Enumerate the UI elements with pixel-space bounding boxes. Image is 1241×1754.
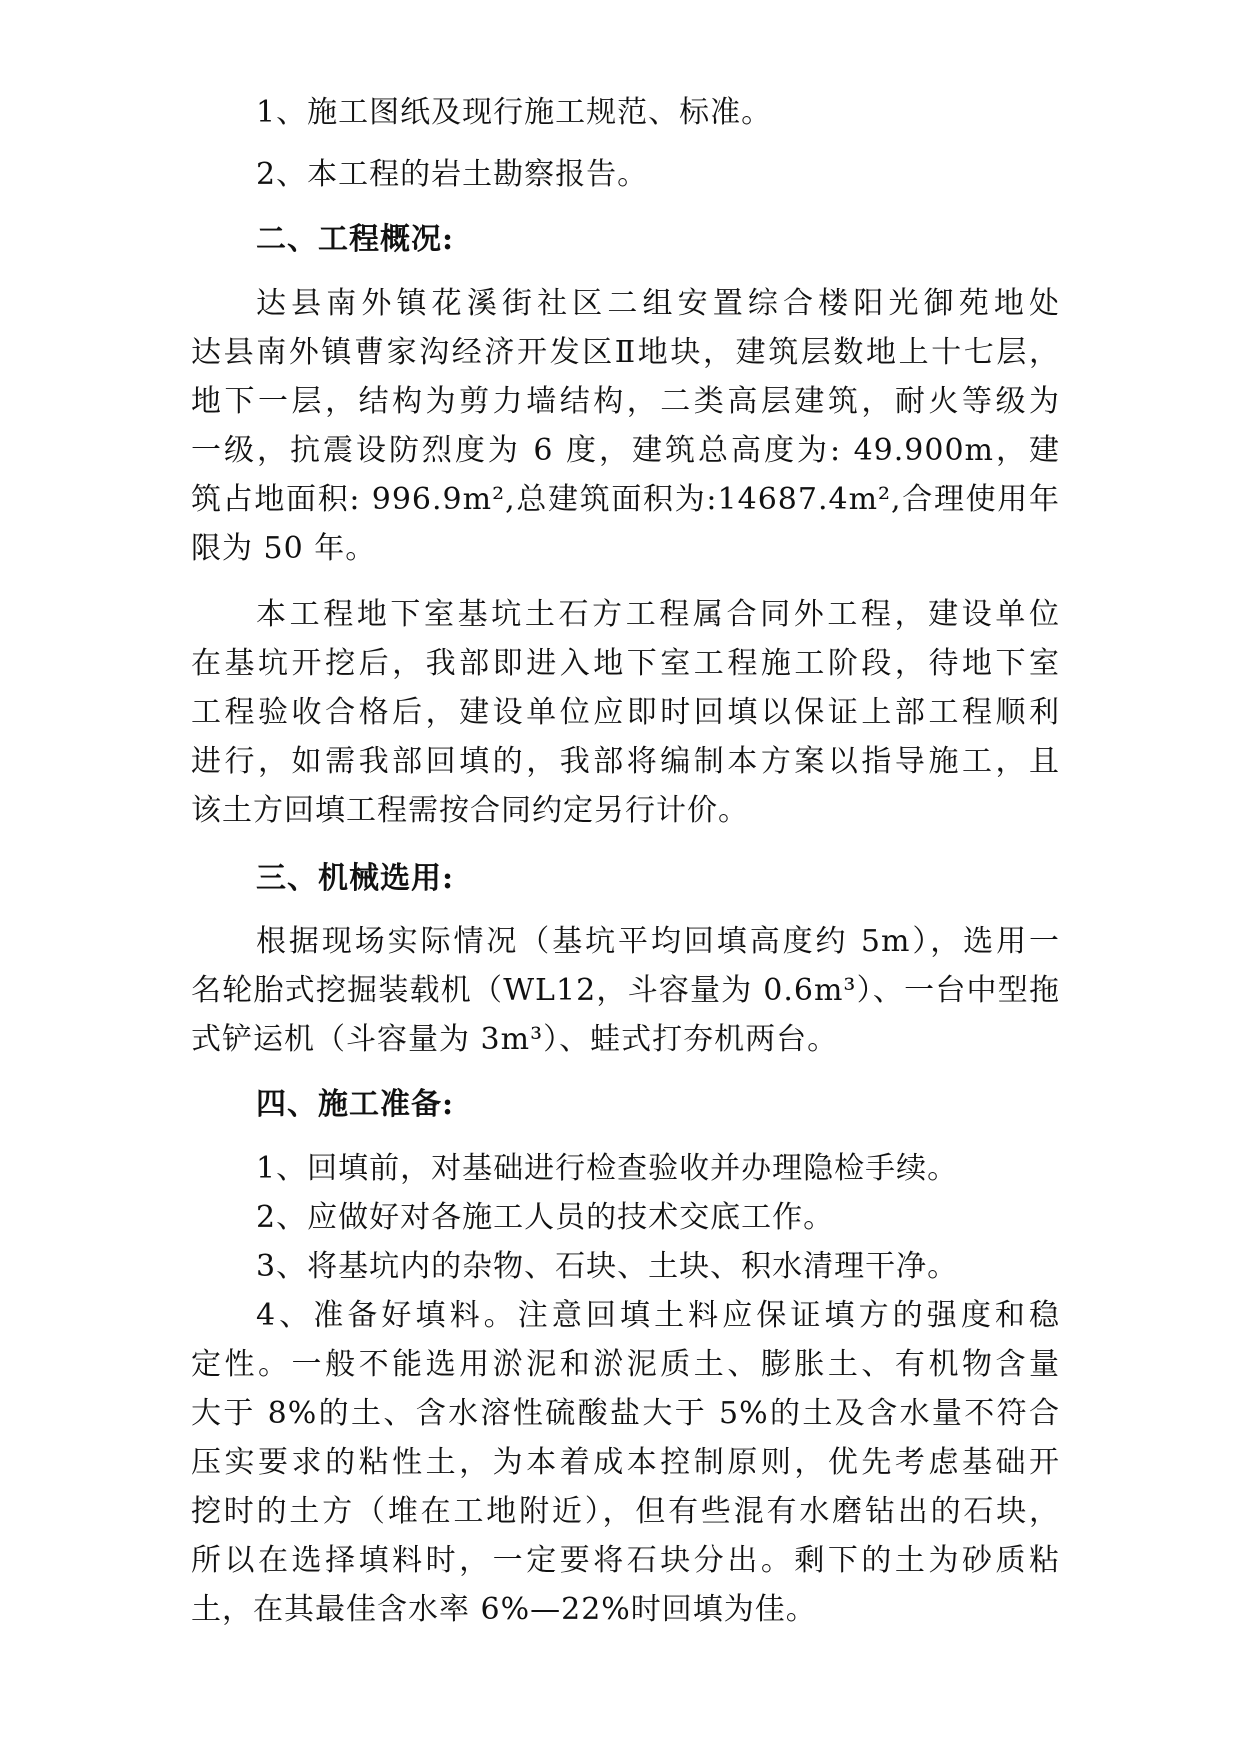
paragraph-line: 筑占地面积: 996.9m²,总建筑面积为:14687.4m²,合理使用年 <box>191 482 1060 517</box>
paragraph-line: 达县南外镇曹家沟经济开发区Ⅱ地块，建筑层数地上十七层， <box>191 335 1060 370</box>
document-body <box>191 88 1060 1634</box>
basis-item: 1、施工图纸及现行施工规范、标准。 <box>256 95 773 130</box>
paragraph-line: 名轮胎式挖掘装载机（WL12，斗容量为 0.6m³）、一台中型拖 <box>191 973 1060 1008</box>
section-heading: 二、工程概况: <box>256 222 455 257</box>
paragraph <box>191 279 1060 573</box>
paragraph-line: 式铲运机（斗容量为 3m³）、蛙式打夯机两台。 <box>191 1022 839 1057</box>
paragraph-line: 所以在选择填料时，一定要将石块分出。剩下的土为砂质粘 <box>191 1543 1060 1578</box>
paragraph-line: 定性。一般不能选用淤泥和淤泥质土、膨胀土、有机物含量 <box>191 1347 1060 1382</box>
paragraph-line: 达县南外镇花溪街社区二组安置综合楼阳光御苑地处 <box>256 286 1060 321</box>
paragraph-line: 一级，抗震设防烈度为 6 度，建筑总高度为: 49.900m，建 <box>191 433 1060 468</box>
paragraph-line: 工程验收合格后，建设单位应即时回填以保证上部工程顺利 <box>191 695 1060 730</box>
basis-item: 2、本工程的岩土勘察报告。 <box>256 157 649 192</box>
paragraph-line: 大于 8%的土、含水溶性硫酸盐大于 5%的土及含水量不符合 <box>191 1396 1060 1431</box>
paragraph-line: 限为 50 年。 <box>191 531 377 566</box>
list-item: 3、将基坑内的杂物、石块、土块、积水清理干净。 <box>256 1249 959 1284</box>
paragraph <box>191 917 1060 1064</box>
section-heading: 三、机械选用: <box>256 861 455 896</box>
list-item: 2、应做好对各施工人员的技术交底工作。 <box>256 1200 835 1235</box>
paragraph-line: 本工程地下室基坑土石方工程属合同外工程，建设单位 <box>256 597 1060 632</box>
paragraph-line: 该土方回填工程需按合同约定另行计价。 <box>191 793 749 828</box>
paragraph-line: 4、准备好填料。注意回填土料应保证填方的强度和稳 <box>256 1298 1060 1333</box>
list-item <box>191 1291 1060 1634</box>
list-item: 1、回填前，对基础进行检查验收并办理隐检手续。 <box>256 1151 959 1186</box>
paragraph-line: 进行，如需我部回填的，我部将编制本方案以指导施工，且 <box>191 744 1060 779</box>
paragraph <box>191 590 1060 835</box>
paragraph-line: 根据现场实际情况（基坑平均回填高度约 5m），选用一 <box>256 924 1060 959</box>
paragraph-line: 压实要求的粘性土，为本着成本控制原则，优先考虑基础开 <box>191 1445 1060 1480</box>
paragraph-line: 在基坑开挖后，我部即进入地下室工程施工阶段，待地下室 <box>191 646 1060 681</box>
paragraph-line: 地下一层，结构为剪力墙结构，二类高层建筑，耐火等级为 <box>191 384 1060 419</box>
paragraph-line: 挖时的土方（堆在工地附近），但有些混有水磨钻出的石块， <box>191 1494 1060 1529</box>
paragraph-line: 土，在其最佳含水率 6%—22%时回填为佳。 <box>191 1592 817 1627</box>
section-heading: 四、施工准备: <box>256 1087 455 1122</box>
